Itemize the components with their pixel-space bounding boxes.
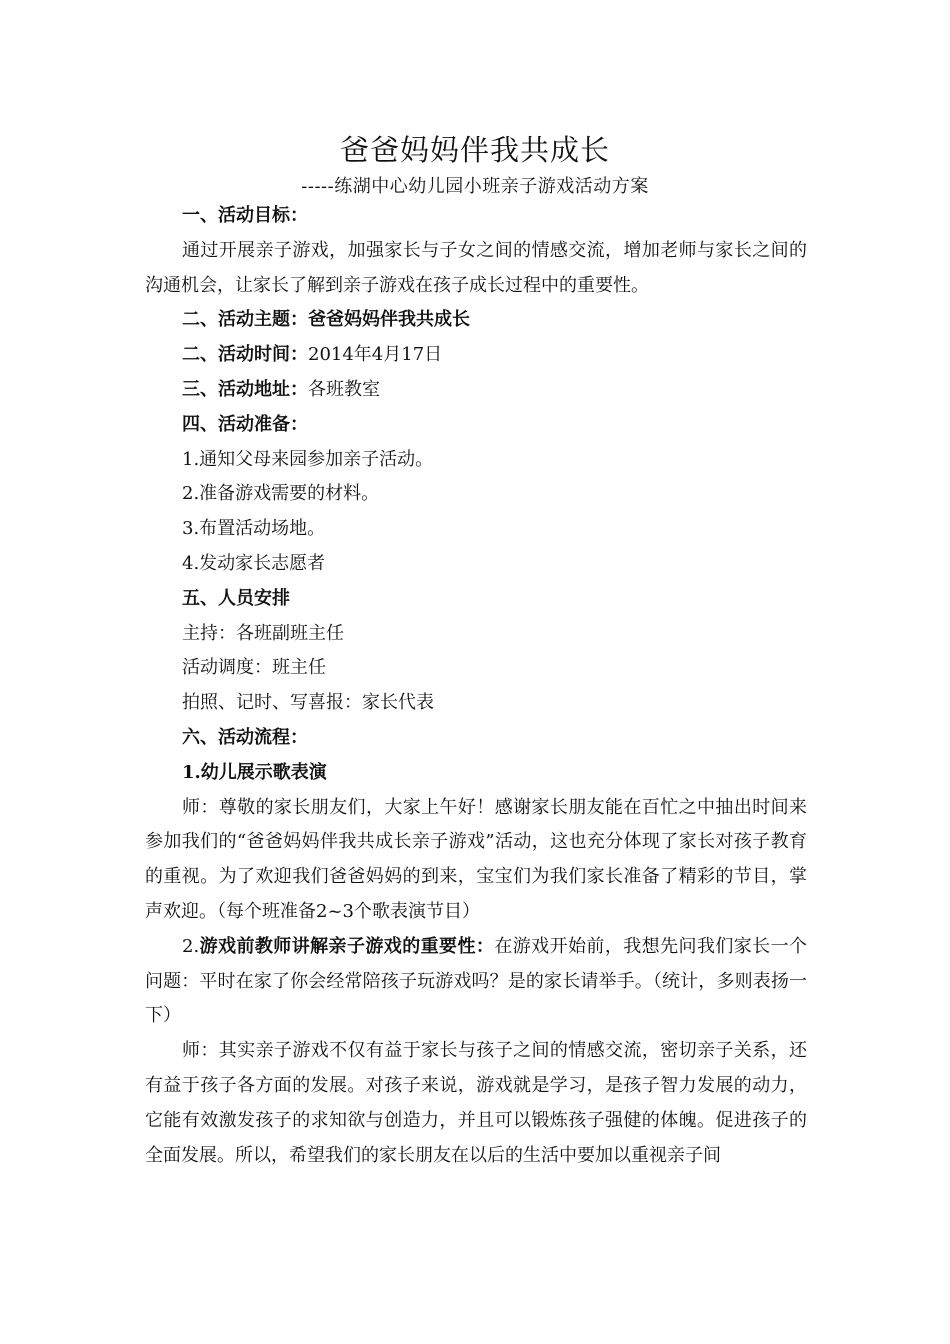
section-location bbox=[145, 373, 807, 408]
step-importance-text: 在游戏开始前，我想先问我们家长一个问题：平时在家了你会经常陪孩子玩游戏吗？是的家长请举手。（统计，多则表扬一下） bbox=[145, 935, 808, 1027]
section-heading-theme: 二、活动主题：爸爸妈妈伴我共成长 bbox=[182, 309, 470, 331]
section-time-value: 2014年4月17日 bbox=[308, 344, 443, 366]
document-title: 爸爸妈妈伴我共成长 bbox=[339, 133, 610, 167]
section-heading-preparation: 四、活动准备： bbox=[182, 413, 308, 435]
section-location-value: 各班教室 bbox=[308, 378, 380, 400]
section-time bbox=[145, 338, 807, 373]
prep-item: 3.布置活动场地。 bbox=[182, 518, 326, 540]
prep-item: 2.准备游戏需要的材料。 bbox=[182, 483, 380, 505]
paragraph-benefits: 师：其实亲子游戏不仅有益于家长与孩子之间的情感交流，密切亲子关系，还有益于孩子各方面的发展。对孩子来说，游戏就是学习，是孩子智力发展的动力，它能有效激发孩子的求知欲与创造力，并且可以锻炼孩子强健的体魄。促进孩子的全面发展。所以，希望我们的家长朋友在以后的生活中要加以重视亲子间 bbox=[145, 1040, 807, 1166]
section-heading-process: 六、活动流程： bbox=[182, 726, 308, 748]
paragraph-goals: 通过开展亲子游戏，加强家长与子女之间的情感交流，增加老师与家长之间的沟通机会，让家长了解到亲子游戏在孩子成长过程中的重要性。 bbox=[145, 239, 807, 296]
staff-item: 拍照、记时、写喜报：家长代表 bbox=[182, 692, 434, 714]
paragraph-performance: 师：尊敬的家长朋友们，大家上午好！感谢家长朋友能在百忙之中抽出时间来参加我们的“爸爸妈妈伴我共成长亲子游戏”活动，这也充分体现了家长对孩子教育的重视。为了欢迎我们爸爸妈妈的到来，宝宝们为我们家长准备了精彩的节目，掌声欢迎。（每个班准备2~3个歌表演节目） bbox=[145, 796, 807, 922]
document-body bbox=[145, 199, 807, 1173]
prep-item: 4.发动家长志愿者 bbox=[182, 552, 326, 574]
section-heading-goals: 一、活动目标： bbox=[182, 205, 308, 226]
staff-item: 主持：各班副班主任 bbox=[182, 622, 344, 644]
step-heading-importance: 游戏前教师讲解亲子游戏的重要性： bbox=[199, 935, 495, 957]
section-time-label: 二、活动时间： bbox=[182, 344, 308, 366]
section-heading-staff: 五、人员安排 bbox=[182, 587, 290, 609]
step-number: 2. bbox=[182, 935, 200, 957]
prep-item: 1.通知父母来园参加亲子活动。 bbox=[182, 448, 434, 470]
step-heading-performance: 1.幼儿展示歌表演 bbox=[182, 761, 327, 783]
paragraph-importance bbox=[145, 930, 807, 1034]
section-location-label: 三、活动地址： bbox=[182, 378, 308, 400]
staff-item: 活动调度：班主任 bbox=[182, 657, 326, 679]
document-subtitle: -----练湖中心幼儿园小班亲子游戏活动方案 bbox=[301, 176, 649, 197]
